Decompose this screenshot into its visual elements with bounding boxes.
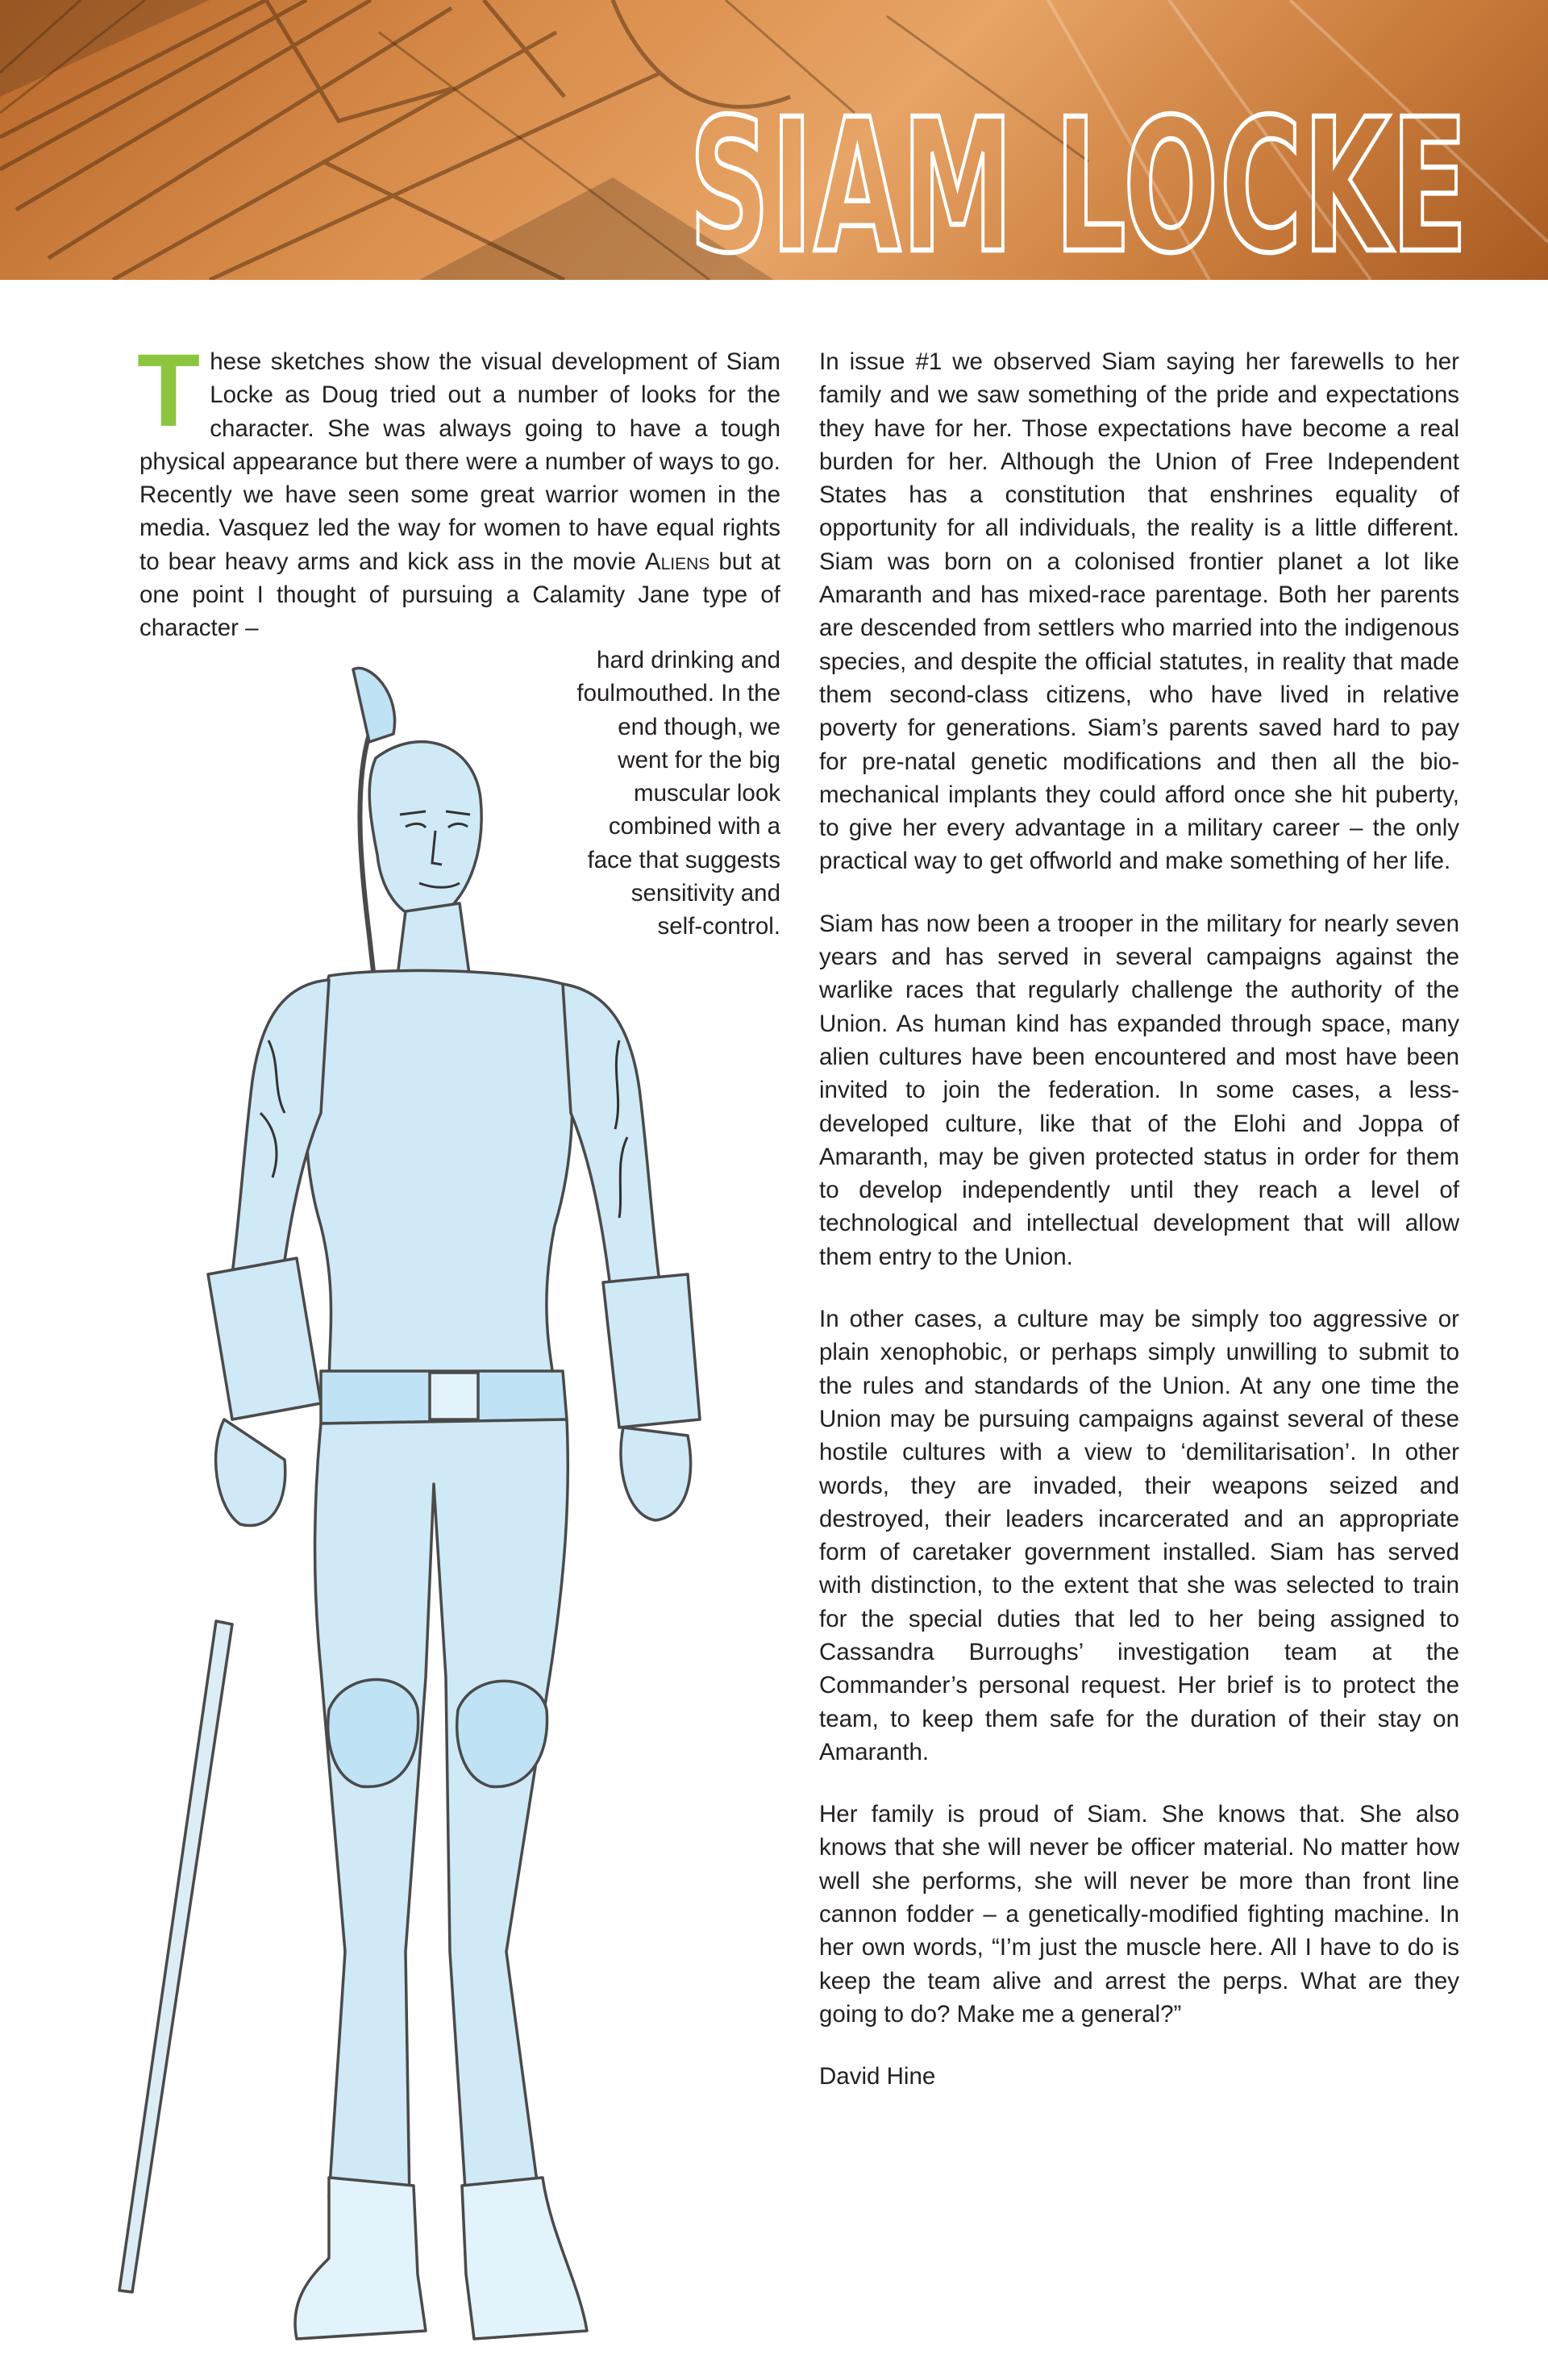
wrap-line: muscular look <box>634 780 780 807</box>
intro-text-end: but at one point I thought of pursuing a Calamity Jane type of character – <box>139 548 780 642</box>
header-banner <box>0 0 1548 280</box>
body-column <box>819 345 1459 2123</box>
author-signature: David Hine <box>819 2063 936 2090</box>
wrap-line: sensitivity and <box>630 880 780 907</box>
wrap-line: hard drinking and <box>597 647 780 673</box>
wrap-line: end though, we <box>618 713 780 740</box>
wrap-line: foulmouthed. In the <box>576 680 780 707</box>
body-paragraph-2: Siam has now been a trooper in the military for nearly seven years and has served in several campaigns against the warlike races that regularly challenge the authority of the Union. As human kind has expanded through space, many alien cultures have been encountered and most have been invited to join the federation. In some cases, a less-developed culture, like that of the Elohi and Joppa of Amaranth, may be given protected status in order for them to develop independently until they reach a level of technological and intellectual development that will allow them entry to the Union. <box>819 910 1459 1270</box>
page-title: SIAM LOCKE <box>689 79 1469 280</box>
body-paragraph-4: Her family is proud of Siam. She knows that. She also knows that she will never be officer material. No matter how well she performs, she will never be more than front line cannon fodder – a genetically-modified fighting machine. In her own words, “I’m just the muscle here. All I have to do is keep the team alive and arrest the perps. What are they going to do? Make me a general?” <box>819 1801 1459 2028</box>
intro-paragraph <box>137 333 780 645</box>
movie-title: Aliens <box>644 548 710 575</box>
wrap-line: face that suggests <box>587 846 780 873</box>
wrap-line: went for the big <box>618 746 780 773</box>
wrap-line: combined with a <box>608 813 780 840</box>
intro-text-start: hese sketches show the visual development of Siam Locke as Doug tried out a number of looks for the character. She was always going to have a tough physical appearance but there were a number of ways to go. Recently we have seen some great warrior women in the media. Vasquez led the way for women to have equal rights to bear heavy arms and kick ass in the movie <box>139 348 780 575</box>
intro-wrap-text <box>516 644 780 944</box>
wrap-line: self-control. <box>657 913 780 940</box>
body-paragraph-3: In other cases, a culture may be simply too aggressive or plain xenophobic, or perhaps simply unwilling to submit to the rules and standards of the Union. At any one time the Union may be pursuing campaigns against several of these hostile cultures with a view to ‘demilitarisation’. In other words, they are invaded, their weapons seized and destroyed, their leaders incarcerated and an appropriate form of caretaker government installed. Siam has served with distinction, to the extent that she was selected to train for the special duties that led to her being assigned to Cassandra Burroughs’ investigation team at the Commander’s personal request. Her brief is to protect the team, to keep them safe for the duration of their stay on Amaranth. <box>819 1306 1459 1765</box>
body-paragraph-1: In issue #1 we observed Siam saying her farewells to her family and we saw something of the pride and expectations they have for her. Those expectations have become a real burden for her. Although the Union of Free Independent States has a constitution that enshrines equality of opportunity for all individuals, the reality is a little different. Siam was born on a colonised frontier planet a lot like Amaranth and has mixed-race parentage. Both her parents are descended from settlers who married into the indigenous species, and despite the official statutes, in reality that made them second-class citizens, who have lived in relative poverty for generations. Siam’s parents saved hard to pay for pre-natal genetic modifications and then all the bio-mechanical implants they could afford once she hit puberty, to give her every advantage in a military career – the only practical way to get offworld and make something of her life. <box>819 348 1459 875</box>
drop-cap: T <box>137 333 201 448</box>
